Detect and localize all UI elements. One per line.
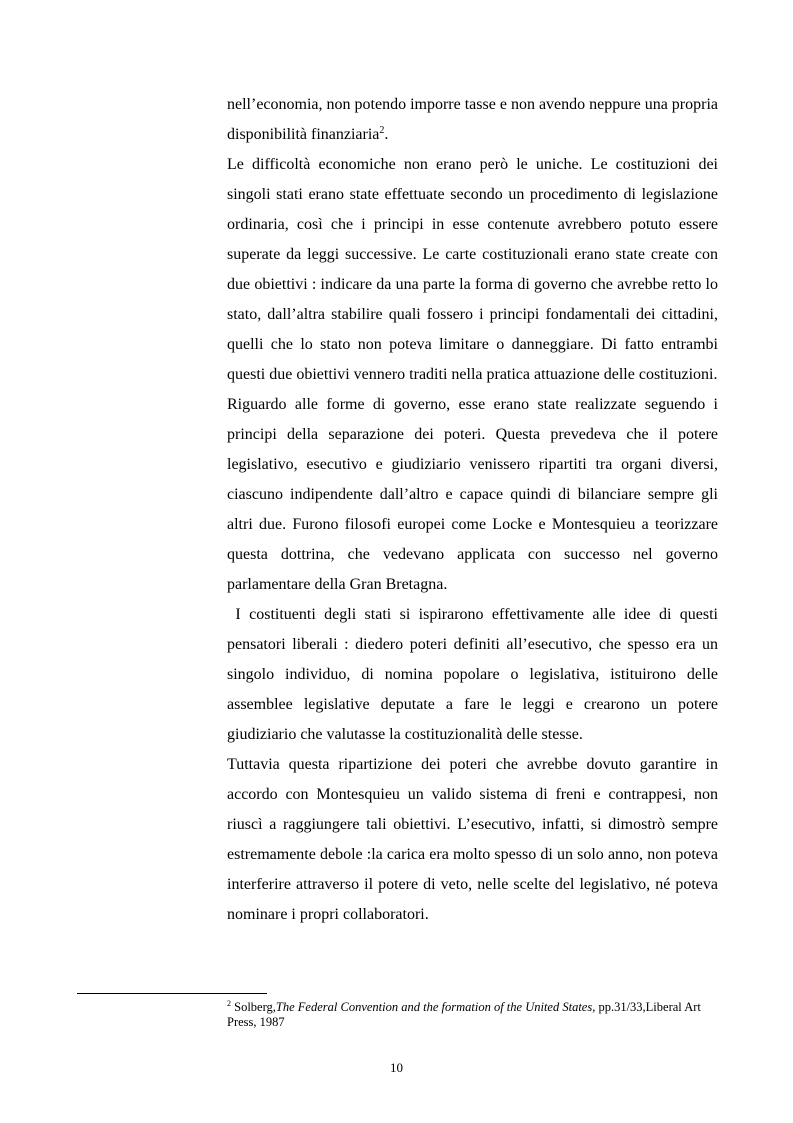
paragraph-3: Riguardo alle forme di governo, esse erano state realizzate seguendo i principi della separazione dei poteri. Questa prevedeva che il potere legislativo, esecutivo e giudiziario venissero ripartiti tra organi diversi, ciascuno indipendente dall’altro e capace quindi di bilanciare sempre gli altri due. Furono filosofi europei come Locke e Montesquieu a teorizzare questa dottrina, che vedevano applicata con successo nel governo parlamentare della Gran Bretagna. bbox=[227, 396, 718, 593]
paragraph-5: Tuttavia questa ripartizione dei poteri che avrebbe dovuto garantire in accordo con Montesquieu un valido sistema di freni e contrappesi, non riuscì a raggiungere tali obiettivi. L’esecutivo, infatti, si dimostrò sempre estremamente debole :la carica era molto spesso di un solo anno, non poteva interferire attraverso il potere di veto, nelle scelte del legislativo, né poteva nominare i propri collaboratori. bbox=[227, 756, 718, 923]
footnote-title: The Federal Convention and the formation of the United States, bbox=[275, 1000, 596, 1014]
paragraph-4: I costituenti degli stati si ispirarono effettivamente alle idee di questi pensatori liberali : diedero poteri definiti all’esecutivo, che spesso era un singolo individuo, di nomina popolare o legislativa, istituirono delle assemblee legislative deputate a fare le leggi e crearono un potere giudiziario che valutasse la costituzionalità delle stesse. bbox=[227, 606, 722, 743]
footnote-reference: 2 bbox=[379, 125, 385, 136]
footnote-divider bbox=[77, 993, 267, 994]
paragraph-1-text: nell’economia, non potendo imporre tasse e non avendo neppure una propria disponibilità finanziaria bbox=[227, 96, 718, 143]
footnote-author: Solberg, bbox=[231, 1000, 276, 1014]
paragraph-1-end: . bbox=[384, 126, 389, 143]
footnote-details: pp.31/33,Liberal Art Press, 1987 bbox=[227, 1000, 701, 1029]
page-number: 10 bbox=[390, 1060, 403, 1075]
footnote bbox=[227, 1000, 718, 1030]
paragraph-2: Le difficoltà economiche non erano però le uniche. Le costituzioni dei singoli stati erano state effettuate secondo un procedimento di legislazione ordinaria, così che i principi in esse contenute avrebbero potuto essere superate da leggi successive. Le carte costituzionali erano state create con due obiettivi : indicare da una parte la forma di governo che avrebbe retto lo stato, dall’altra stabilire quali fossero i principi fondamentali dei cittadini, quelli che lo stato non poteva limitare o danneggiare. Di fatto entrambi questi due obiettivi vennero traditi nella pratica attuazione delle costituzioni. bbox=[227, 156, 718, 383]
footnote-number: 2 bbox=[227, 999, 231, 1008]
paragraph-1 bbox=[227, 90, 718, 150]
body-text bbox=[227, 90, 722, 930]
